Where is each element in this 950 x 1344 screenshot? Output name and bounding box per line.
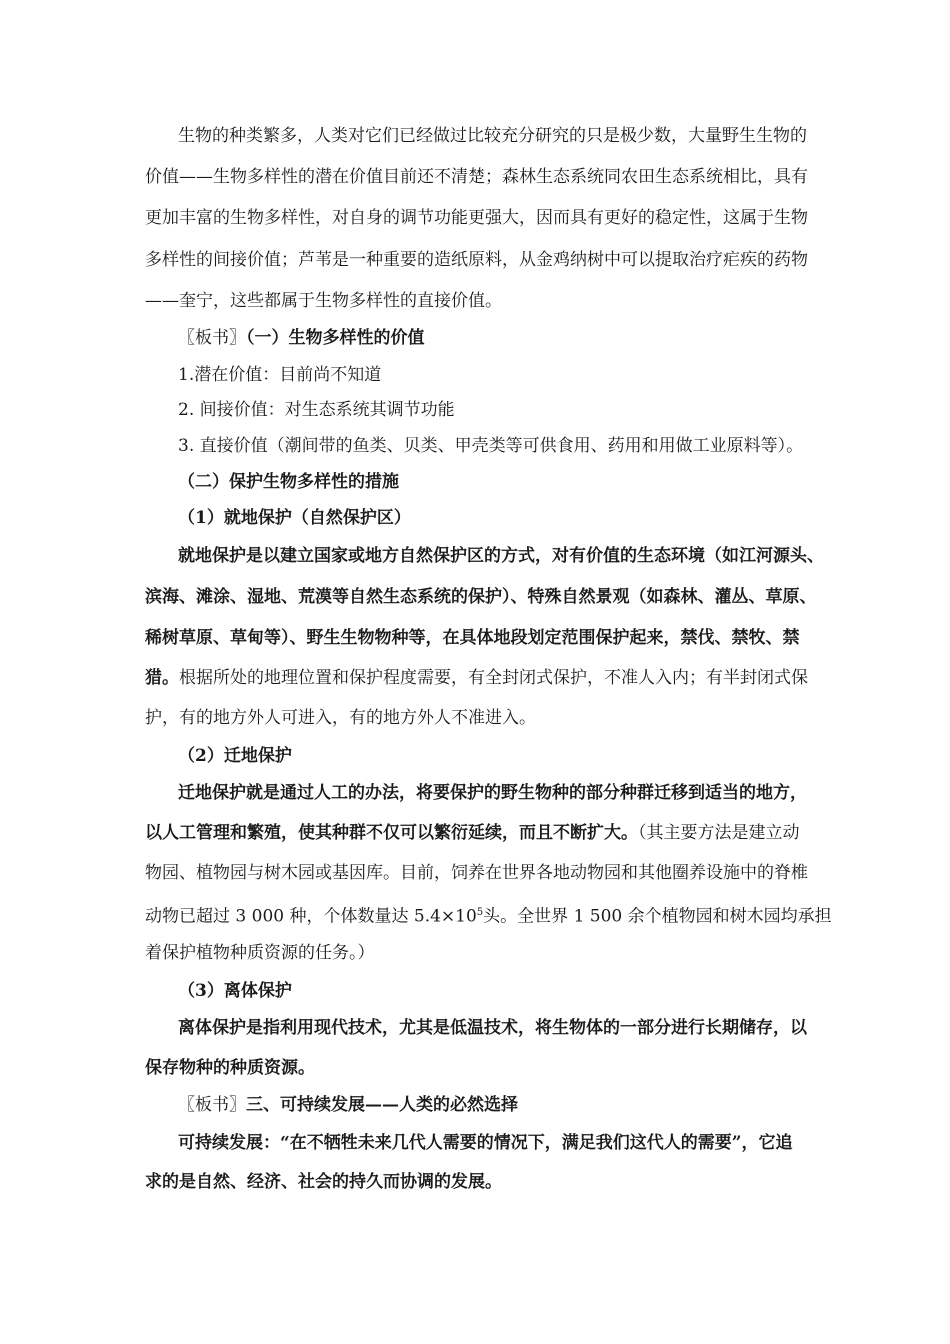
text-span: 头。全世界 1 500 余个植物园和树木园均承担 bbox=[483, 906, 832, 927]
text-line: 着保护植物种质资源的任务。） bbox=[145, 943, 375, 963]
subsection-heading: （1）就地保护（自然保护区） bbox=[178, 508, 411, 528]
text-span: 根据所处的地理位置和保护程度需要，有全封闭式保护，不准人入内；有半封闭式保 bbox=[179, 668, 808, 688]
text-line: 稀树草原、草甸等）、野生生物物种等，在具体地段划定范围保护起来，禁伐、禁牧、禁 bbox=[145, 628, 800, 648]
text-line: 物园、植物园与树木园或基因库。目前，饲养在世界各地动物园和其他圈养设施中的脊椎 bbox=[145, 863, 808, 883]
section-heading: 三、可持续发展——人类的必然选择 bbox=[246, 1095, 518, 1115]
text-span-bold: 以人工管理和繁殖，使其种群不仅可以繁衍延续，而且不断扩大。 bbox=[145, 823, 638, 843]
text-line: 价值——生物多样性的潜在价值目前还不清楚；森林生态系统同农田生态系统相比，具有 bbox=[145, 167, 808, 187]
text-line bbox=[0, 821, 950, 845]
text-line: 迁地保护就是通过人工的办法，将要保护的野生物种的部分种群迁移到适当的地方， bbox=[178, 783, 807, 803]
section-heading: （一）生物多样性的价值 bbox=[246, 328, 425, 348]
text-span: 动物已超过 3 000 种，个体数量达 5.4×10 bbox=[145, 906, 477, 927]
superscript: 5 bbox=[476, 907, 484, 918]
text-line: 求的是自然、经济、社会的持久而协调的发展。 bbox=[145, 1172, 502, 1192]
text-line: 滨海、滩涂、湿地、荒漠等自然生态系统的保护）、特殊自然景观（如森林、灌丛、草原、 bbox=[145, 587, 817, 607]
list-item: 1.潜在价值：目前尚不知道 bbox=[178, 365, 382, 385]
text-line: 就地保护是以建立国家或地方自然保护区的方式，对有价值的生态环境（如江河源头、 bbox=[178, 546, 824, 566]
subsection-heading: （3）离体保护 bbox=[178, 981, 292, 1001]
text-line: 离体保护是指利用现代技术，尤其是低温技术，将生物体的一部分进行长期储存，以 bbox=[178, 1018, 807, 1038]
text-line: 多样性的间接价值；芦苇是一种重要的造纸原料，从金鸡纳树中可以提取治疗疟疾的药物 bbox=[145, 250, 808, 270]
subsection-heading: （2）迁地保护 bbox=[178, 746, 292, 766]
text-line: 可持续发展：“在不牺牲未来几代人需要的情况下，满足我们这代人的需要”，它追 bbox=[178, 1133, 793, 1153]
board-heading-values bbox=[0, 326, 950, 350]
text-line: ——奎宁，这些都属于生物多样性的直接价值。 bbox=[145, 291, 502, 311]
text-line: 保存物种的种质资源。 bbox=[145, 1058, 315, 1078]
section-heading: （二）保护生物多样性的措施 bbox=[178, 472, 399, 492]
text-line: 护，有的地方外人可进入，有的地方外人不准进入。 bbox=[145, 708, 536, 728]
list-item: 2. 间接价值：对生态系统其调节功能 bbox=[178, 400, 455, 420]
text-span-bold: 猎。 bbox=[145, 668, 179, 688]
text-line bbox=[0, 901, 950, 929]
text-line: 更加丰富的生物多样性，对自身的调节功能更强大，因而具有更好的稳定性，这属于生物 bbox=[145, 208, 808, 228]
list-item: 3. 直接价值（潮间带的鱼类、贝类、甲壳类等可供食用、药用和用做工业原料等）。 bbox=[178, 436, 804, 456]
board-label: 〖板书〗 bbox=[178, 328, 246, 348]
board-label: 〖板书〗 bbox=[178, 1095, 246, 1115]
text-span: （其主要方法是建立动 bbox=[638, 823, 800, 843]
text-line bbox=[0, 666, 950, 690]
text-line: 生物的种类繁多，人类对它们已经做过比较充分研究的只是极少数，大量野生生物的 bbox=[178, 126, 807, 146]
board-heading-sustainable bbox=[0, 1093, 950, 1117]
